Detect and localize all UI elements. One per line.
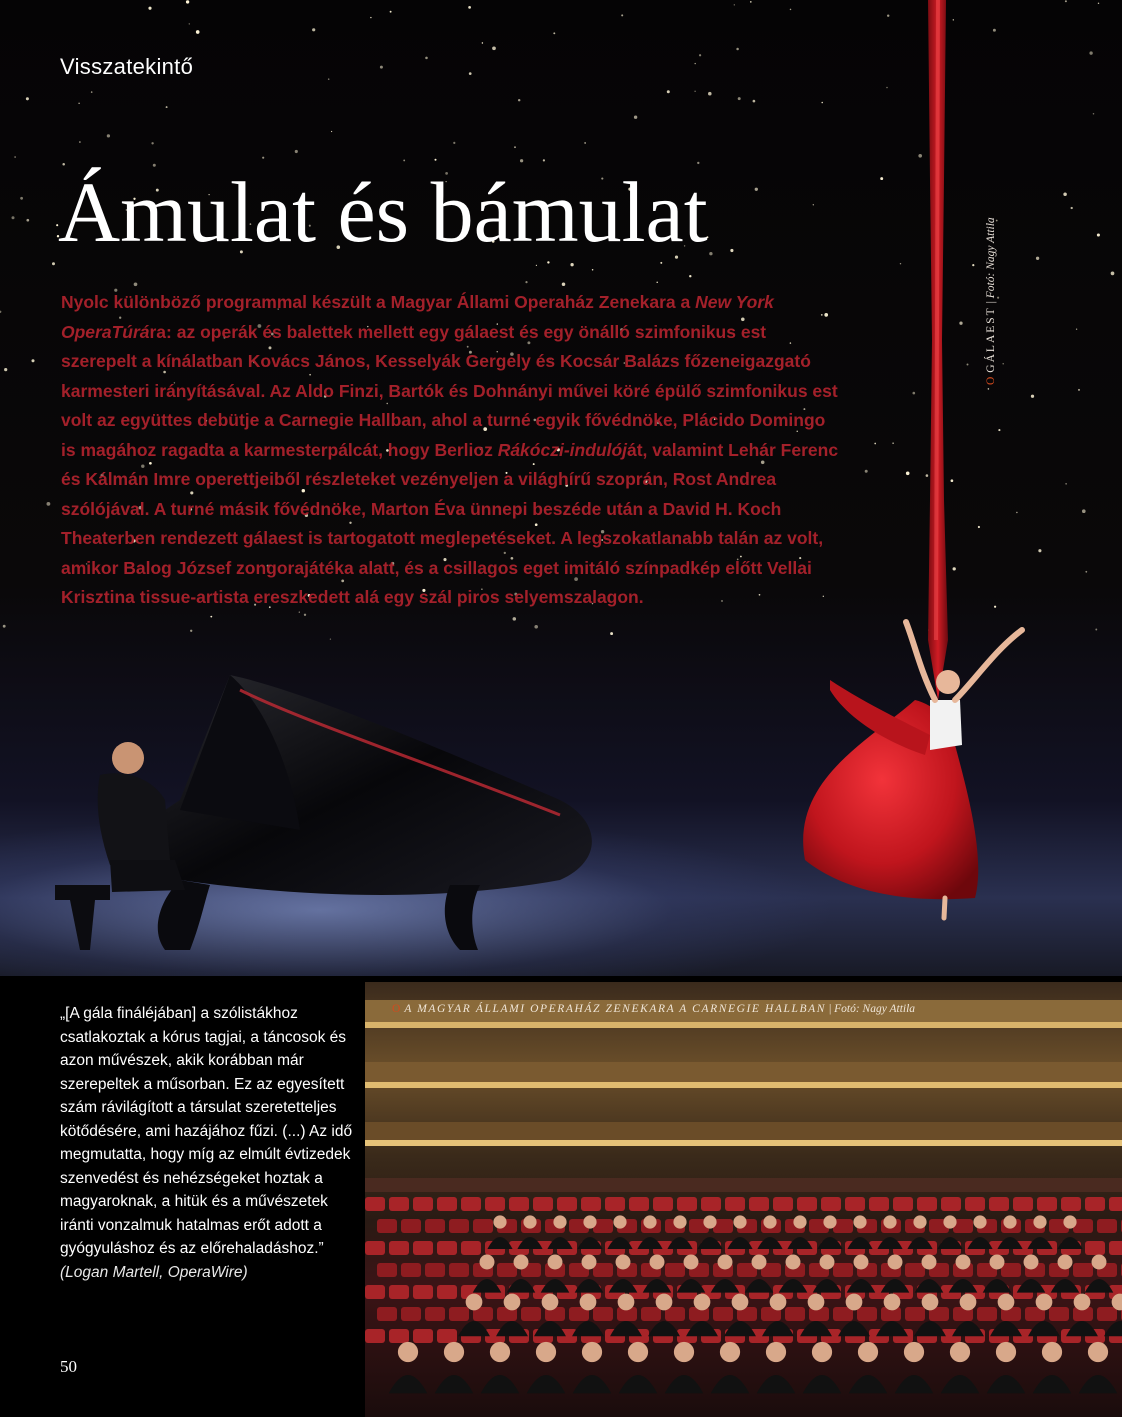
seat <box>905 1307 925 1321</box>
seat <box>713 1307 733 1321</box>
seat <box>365 1197 385 1211</box>
seat <box>785 1307 805 1321</box>
seat <box>401 1263 421 1277</box>
seat <box>389 1329 409 1343</box>
seat <box>425 1263 445 1277</box>
balcony-tiers <box>365 1000 1122 1192</box>
musician <box>527 1342 566 1394</box>
musician <box>665 1342 704 1394</box>
seat <box>1061 1197 1081 1211</box>
seat <box>869 1197 889 1211</box>
seat <box>437 1241 457 1255</box>
seat <box>701 1197 721 1211</box>
seat <box>593 1263 613 1277</box>
seat <box>1037 1197 1057 1211</box>
seat <box>497 1263 517 1277</box>
page-number: 50 <box>60 1357 77 1376</box>
credit-separator: | <box>985 298 997 307</box>
seat <box>449 1219 469 1233</box>
seat <box>377 1219 397 1233</box>
seat <box>653 1197 673 1211</box>
seat <box>1049 1307 1069 1321</box>
seat <box>593 1307 613 1321</box>
seat <box>365 1285 385 1299</box>
seat <box>509 1197 529 1211</box>
seat <box>413 1329 433 1343</box>
musician <box>757 1342 796 1394</box>
seat <box>425 1307 445 1321</box>
seat <box>605 1197 625 1211</box>
seat <box>401 1219 421 1233</box>
seat <box>425 1219 445 1233</box>
bottom-photo-credit <box>392 1003 915 1015</box>
orchestra-hall-photo <box>365 982 1122 1417</box>
top-photo-caption: GÁLAEST <box>985 306 997 373</box>
musician <box>1033 1342 1072 1394</box>
seat <box>1085 1241 1105 1255</box>
credit-separator: | <box>826 1003 835 1015</box>
seat <box>413 1197 433 1211</box>
concert-hall-illustration <box>365 982 1122 1417</box>
musician <box>987 1342 1026 1394</box>
seat <box>893 1197 913 1211</box>
musician <box>803 1342 842 1394</box>
musician <box>435 1342 474 1394</box>
seat <box>1013 1197 1033 1211</box>
seat <box>377 1307 397 1321</box>
silk-ribbon <box>928 0 948 700</box>
article-title: Ámulat és bámulat <box>58 164 708 260</box>
seat <box>1097 1219 1117 1233</box>
musician <box>573 1342 612 1394</box>
seat <box>449 1307 469 1321</box>
seat <box>977 1307 997 1321</box>
top-photo-photographer: Fotó: Nagy Attila <box>985 217 997 299</box>
seat <box>389 1241 409 1255</box>
quote-text: „[A gála fináléjában] a szólistákhoz csatlakoztak a kórus tagjai, a táncosok és azon művészek, akik korábban már szerepeltek a műsorban. Ez az egyesített szám rávilágított a társulat szeretetteljes kötődésére, ami hazájához fűzi. (...) Az idő megmutatta, hogy míg az elmúlt évtizedek szenvedést és nehézségeket hoztak a magyaroknak, a hitük és a művészetek iránti vonzalmuk hatalmas erőt adott a gyógyuláshoz és az előrehaladáshoz.” <box>60 1005 353 1257</box>
seat <box>533 1197 553 1211</box>
seat <box>989 1197 1009 1211</box>
seat <box>557 1197 577 1211</box>
seat <box>677 1197 697 1211</box>
lead-italic-tour-name: New York OperaTúrá <box>61 292 774 342</box>
seat <box>521 1307 541 1321</box>
ring-icon: O <box>985 376 997 385</box>
seat <box>1109 1241 1122 1255</box>
pull-quote <box>60 1002 360 1284</box>
lead-italic-march-title: Rákóczi-indulój <box>497 439 627 460</box>
seat <box>413 1285 433 1299</box>
seat <box>833 1263 853 1277</box>
musician <box>895 1342 934 1394</box>
seat <box>389 1285 409 1299</box>
seat <box>857 1307 877 1321</box>
seat <box>725 1197 745 1211</box>
seat <box>629 1197 649 1211</box>
seat <box>461 1197 481 1211</box>
seat <box>485 1197 505 1211</box>
seat <box>413 1241 433 1255</box>
lead-text-part-3: át, valamint Lehár Ferenc és Kálmán Imre operettjeiből részleteket vezényeljen a világhírű szoprán, Rost Andrea szólójával. A turné másik fővédnöke, Marton Éva ünnepi beszéde után a David H. Koch Theaterben rendezett gálaest is tartogatott meglepetéseket. A legszokatlanabb talán az volt, amikor Balog József zongorajátéka alatt, és a csillagos eget imitáló színpadkép előtt Vellai Krisztina tissue-artista ereszkedett alá egy szál piros selyemszalagon. <box>61 439 839 607</box>
aerial-dancer <box>803 622 1022 918</box>
musician <box>619 1342 658 1394</box>
seat <box>401 1307 421 1321</box>
musician <box>389 1342 428 1394</box>
musician <box>481 1342 520 1394</box>
seat <box>365 1241 385 1255</box>
seat <box>1097 1307 1117 1321</box>
bottom-photo-photographer: Fotó: Nagy Attila <box>834 1003 916 1015</box>
lead-text-part-2: ra: az operák és balettek mellett egy gálaest és egy önálló szimfonikus est szerepelt a kínálatban Kovács János, Kesselyák Gergely és Kocsár Balázs főzeneigazgató karmesteri irányításával. Az Aldo Finzi, Bartók és Dohnányi művei köré épülő szimfonikus est volt az együttes debütje a Carnegie Hallban, ahol a turné egyik fővédnöke, Plácido Domingo is magához ragadta a karmesterpálcát, hogy Berlioz <box>61 321 838 460</box>
seat <box>581 1197 601 1211</box>
seat <box>665 1263 685 1277</box>
seat <box>437 1285 457 1299</box>
seat <box>797 1197 817 1211</box>
seat <box>461 1241 481 1255</box>
seat <box>437 1197 457 1211</box>
article-lead <box>61 288 841 613</box>
top-photo-credit <box>985 217 997 385</box>
musician <box>711 1342 750 1394</box>
seat <box>821 1197 841 1211</box>
seat <box>917 1197 937 1211</box>
seat <box>773 1197 793 1211</box>
ring-icon: O <box>392 1003 401 1015</box>
seat <box>437 1329 457 1343</box>
seat <box>749 1197 769 1211</box>
quote-attribution: (Logan Martell, OperaWire) <box>60 1263 248 1281</box>
musician <box>941 1342 980 1394</box>
seat <box>941 1197 961 1211</box>
seat <box>377 1263 397 1277</box>
seat <box>905 1263 925 1277</box>
seat <box>1001 1263 1021 1277</box>
musician <box>1079 1342 1118 1394</box>
seat <box>473 1219 493 1233</box>
seat <box>641 1307 661 1321</box>
seat <box>389 1197 409 1211</box>
grand-piano <box>150 675 592 950</box>
seat <box>1085 1197 1105 1211</box>
musician <box>849 1342 888 1394</box>
seat <box>1109 1197 1122 1211</box>
seat <box>365 1329 385 1343</box>
bottom-photo-caption: A MAGYAR ÁLLAMI OPERAHÁZ ZENEKARA A CARNEGIE HALLBAN <box>404 1003 827 1015</box>
lead-text-part-1: Nyolc különböző programmal készült a Magyar Állami Operaház Zenekara a <box>61 292 696 312</box>
section-label: Visszatekintő <box>60 54 194 79</box>
seat <box>449 1263 469 1277</box>
seat <box>1073 1263 1093 1277</box>
seat <box>965 1197 985 1211</box>
seat <box>845 1197 865 1211</box>
